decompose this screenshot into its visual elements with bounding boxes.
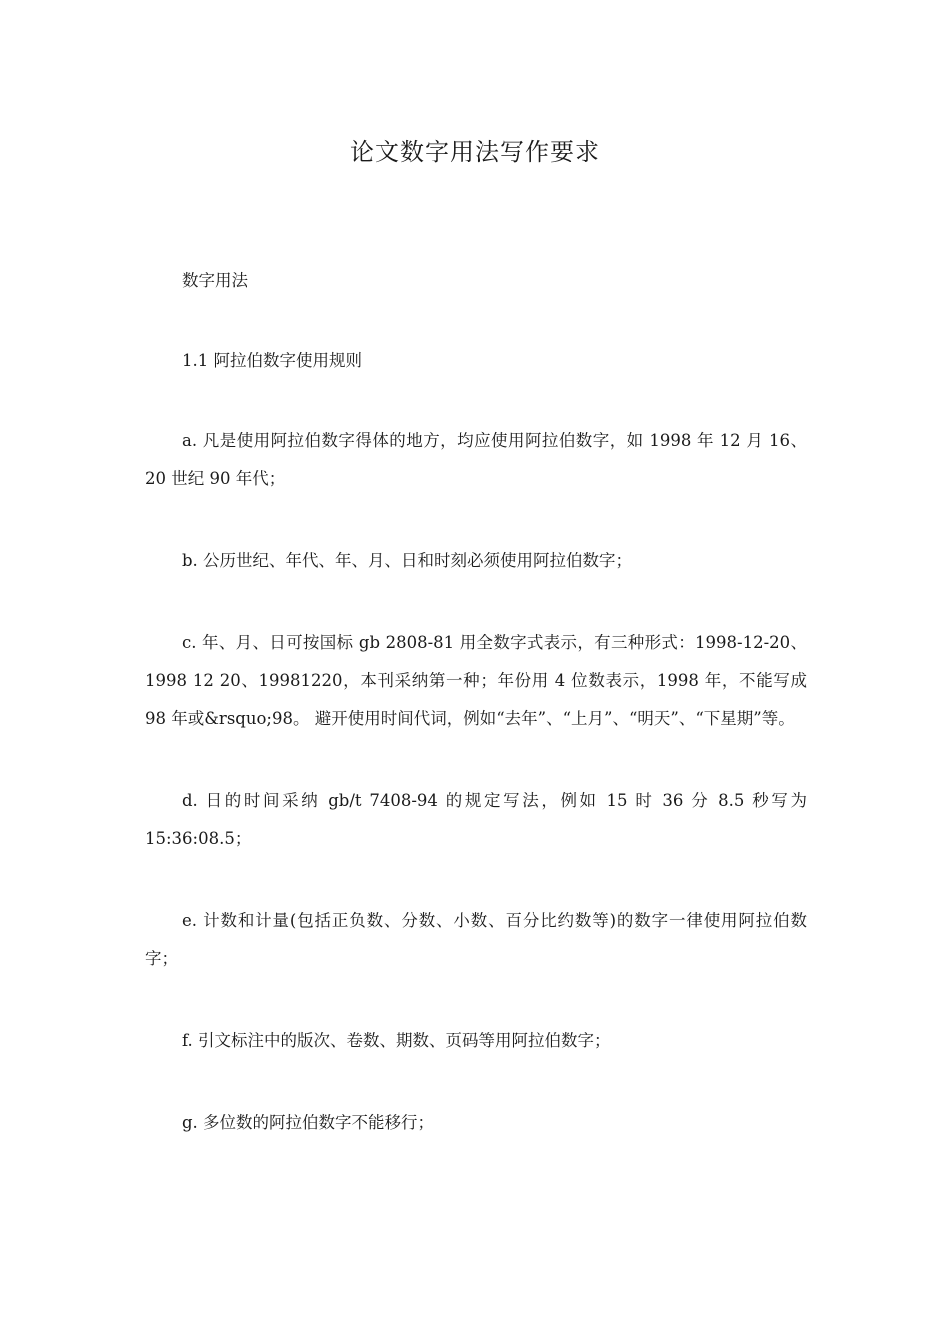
rule-paragraph-d: d. 日的时间采纳 gb/t 7408-94 的规定写法，例如 15 时 36 分 8.5 秒写为 15:36:08.5； <box>145 791 807 848</box>
rule-paragraph-g: g. 多位数的阿拉伯数字不能移行； <box>182 1113 435 1132</box>
subsection-heading: 1.1 阿拉伯数字使用规则 <box>182 351 362 370</box>
document-title: 论文数字用法写作要求 <box>350 138 600 166</box>
document-body <box>145 262 807 1186</box>
rule-paragraph-b: b. 公历世纪、年代、年、月、日和时刻必须使用阿拉伯数字； <box>182 551 633 570</box>
rule-paragraph-c: c. 年、月、日可按国标 gb 2808-81 用全数字式表示，有三种形式：1998-12-20、1998 12 20、19981220，本刊采纳第一种；年份用 4 位数表示，1998 年，不能写成 98 年或&rsquo;98。 避开使用时间代词，例如“去年”、“上月”、“明天”、“下星期”等。 <box>145 633 807 728</box>
rule-paragraph-f: f. 引文标注中的版次、卷数、期数、页码等用阿拉伯数字； <box>182 1031 611 1050</box>
section-heading: 数字用法 <box>182 271 248 290</box>
rule-paragraph-e: e. 计数和计量(包括正负数、分数、小数、百分比约数等)的数字一律使用阿拉伯数字； <box>145 911 807 968</box>
rule-paragraph-a: a. 凡是使用阿拉伯数字得体的地方，均应使用阿拉伯数字，如 1998 年 12 月 16、20 世纪 90 年代； <box>145 431 807 488</box>
